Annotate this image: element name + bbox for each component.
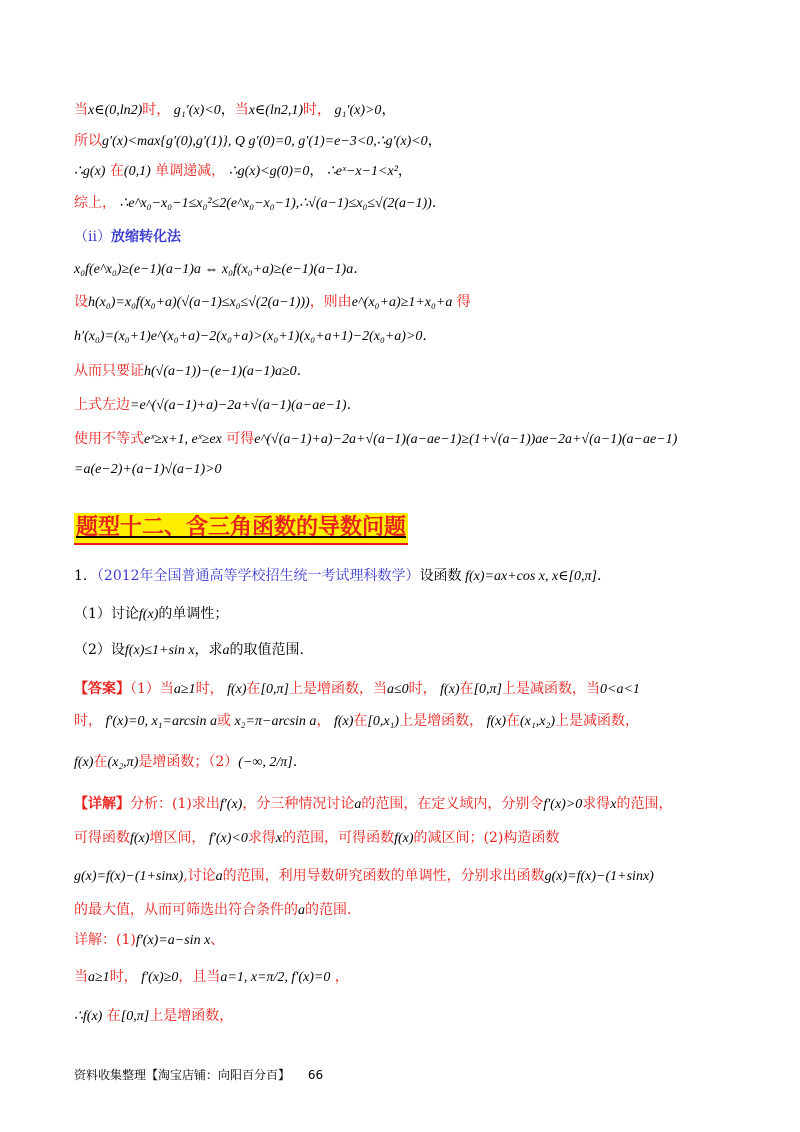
math-expression: f′(x) bbox=[219, 797, 243, 812]
text-line bbox=[74, 1006, 740, 1027]
math-expression: f′(x)=0, x₁=arcsin a bbox=[102, 714, 217, 729]
math-expression: [0,π] bbox=[120, 1009, 150, 1024]
text-line bbox=[74, 711, 740, 732]
math-expression: a bbox=[215, 869, 223, 884]
math-expression: ∴eˣ−x−1<x² bbox=[323, 164, 398, 179]
text-segment: 放缩转化法 bbox=[110, 229, 181, 245]
text-line bbox=[74, 259, 740, 280]
text-segment: 可得 bbox=[221, 431, 255, 447]
text-segment: 【详解】 bbox=[74, 796, 130, 812]
text-segment: 可得函数 bbox=[74, 830, 130, 846]
text-segment: 的范围，可得函数 bbox=[282, 830, 395, 846]
text-segment: . bbox=[353, 261, 358, 277]
math-expression: [0,x₁) bbox=[367, 714, 400, 729]
text-line bbox=[74, 566, 740, 587]
text-segment: 在 bbox=[102, 1008, 121, 1024]
text-segment: 【答案】 bbox=[74, 681, 130, 697]
text-segment: 得 bbox=[452, 294, 471, 310]
text-segment: 所以 bbox=[74, 133, 102, 149]
math-expression: x₀f(e^x₀)≥(e−1)(a−1)a ⇔ x₀f(x₀+a)≥(e−1)(a−1)a bbox=[74, 262, 354, 277]
text-segment: ，求 bbox=[194, 642, 223, 658]
math-expression: a≥1 bbox=[88, 970, 110, 985]
math-expression: f(x) bbox=[74, 755, 94, 770]
text-segment: 的最大值，从而可筛选出符合条件的 bbox=[74, 902, 298, 918]
math-expression: =a(e−2)+(a−1)√(a−1)>0 bbox=[74, 462, 222, 477]
text-segment: 时， bbox=[74, 713, 102, 729]
text-segment: ，则由 bbox=[309, 294, 352, 310]
math-expression: (0,1) bbox=[123, 164, 151, 179]
page-footer bbox=[74, 1066, 323, 1083]
text-segment: 的范围， bbox=[616, 796, 673, 812]
text-segment: 的减区间；(2)构造函数 bbox=[413, 830, 560, 846]
text-line bbox=[74, 395, 740, 416]
text-line bbox=[74, 161, 740, 182]
text-segment: ，分三种情况讨论 bbox=[242, 796, 355, 812]
text-segment: 在 bbox=[93, 754, 108, 770]
math-expression: ∴g(x)<g(0)=0 bbox=[225, 164, 310, 179]
math-expression: f(x)≤1+sin x bbox=[124, 643, 195, 658]
text-segment: （2012年全国普通高等学校招生统一考试理科数学） bbox=[96, 568, 420, 584]
math-expression: g₁′(x)>0 bbox=[331, 103, 382, 118]
math-expression: x∈(0,ln2) bbox=[88, 103, 143, 118]
math-expression: a bbox=[354, 797, 362, 812]
text-segment: 时， bbox=[408, 681, 437, 697]
text-segment: 时， bbox=[109, 969, 138, 985]
text-line bbox=[74, 361, 740, 382]
text-segment: 设 bbox=[74, 294, 88, 310]
footer-text: 资料收集整理【淘宝店铺：向阳百分百】 bbox=[74, 1068, 291, 1082]
text-segment: 的范围. bbox=[305, 902, 352, 918]
math-expression: (x₂,π) bbox=[107, 755, 139, 770]
text-line bbox=[74, 930, 740, 951]
text-segment: 详解：(1) bbox=[74, 932, 136, 948]
math-expression: e^(√(a−1)+a)−2a+√(a−1)(a−ae−1)≥(1+√(a−1))ae−2a+√(a−1)(a−ae−1) bbox=[254, 432, 678, 447]
text-segment: 时， bbox=[142, 102, 171, 118]
math-expression: f(x) bbox=[483, 714, 507, 729]
math-expression: x bbox=[275, 831, 283, 846]
text-segment: 或 bbox=[216, 713, 231, 729]
text-segment: 是增函数； bbox=[138, 754, 209, 770]
text-segment: ， bbox=[381, 102, 396, 118]
text-segment: （2）设 bbox=[74, 642, 125, 658]
text-line bbox=[74, 193, 740, 214]
text-line bbox=[74, 866, 740, 887]
math-expression: f′(x)=a−sin x bbox=[135, 933, 211, 948]
text-segment: 上是增函数， bbox=[399, 713, 484, 729]
math-expression: f(x) bbox=[130, 831, 150, 846]
math-expression: g(x)=f(x)−(1+sinx) bbox=[74, 869, 184, 884]
text-segment: . bbox=[596, 568, 602, 584]
text-segment: 当 bbox=[234, 102, 249, 118]
math-expression: a≤0 bbox=[386, 682, 409, 697]
text-segment: 时， bbox=[195, 681, 224, 697]
text-segment: （2） bbox=[208, 754, 239, 770]
text-segment: 上是减函数， bbox=[555, 713, 640, 729]
text-segment: 在 bbox=[105, 163, 124, 179]
text-segment: 的范围，在定义域内，分别令 bbox=[361, 796, 544, 812]
math-expression: ∴e^x₀−x₀−1≤x₀²≤2(e^x₀−x₀−1),∴√(a−1)≤x₀≤√(2(a−1)) bbox=[116, 196, 432, 211]
math-expression: x∈(ln2,1) bbox=[248, 103, 304, 118]
text-segment: 、 bbox=[210, 932, 225, 948]
text-segment: ， bbox=[397, 163, 412, 179]
text-line bbox=[74, 100, 740, 121]
text-segment: ， bbox=[309, 163, 324, 179]
text-segment: 上式左边 bbox=[74, 397, 130, 413]
text-segment: 当 bbox=[74, 969, 88, 985]
math-expression: h′(x₀)=(x₀+1)e^(x₀+a)−2(x₀+a)>(x₀+1)(x₀+a+1)−2(x₀+a)>0 bbox=[74, 329, 423, 344]
text-segment: （1）讨论 bbox=[74, 606, 139, 622]
text-line bbox=[74, 131, 740, 152]
text-line bbox=[74, 640, 740, 661]
text-line bbox=[74, 679, 740, 700]
text-segment: ,讨论 bbox=[183, 868, 216, 884]
text-line bbox=[74, 967, 740, 988]
text-segment: 综上， bbox=[74, 195, 116, 211]
text-segment: 单调递减， bbox=[150, 163, 226, 179]
text-line bbox=[74, 292, 740, 313]
text-segment: 求得 bbox=[582, 796, 611, 812]
text-line bbox=[74, 429, 740, 450]
math-expression: (−∞, 2/π] bbox=[238, 755, 293, 770]
math-expression: f(x) bbox=[138, 607, 159, 622]
text-line bbox=[74, 227, 740, 247]
math-expression: e^(x₀+a)≥1+x₀+a bbox=[351, 295, 453, 310]
text-segment: 上是增函数， bbox=[149, 1008, 234, 1024]
text-segment: . bbox=[431, 195, 437, 211]
text-line bbox=[74, 900, 740, 921]
text-segment: ， bbox=[330, 969, 349, 985]
text-line bbox=[74, 752, 740, 773]
math-expression: [0,π] bbox=[260, 682, 289, 697]
math-expression: eˣ≥x+1, eˣ≥ex bbox=[144, 432, 222, 447]
text-segment: 在 bbox=[353, 713, 368, 729]
text-segment: （ii） bbox=[74, 229, 111, 245]
text-segment: . bbox=[292, 754, 298, 770]
text-segment: （1）当 bbox=[130, 681, 174, 697]
page-number: 66 bbox=[307, 1068, 324, 1082]
text-segment: 的单调性； bbox=[158, 606, 229, 622]
text-segment: 时， bbox=[303, 102, 332, 118]
text-segment: 求得 bbox=[247, 830, 276, 846]
math-expression: ∴g(x) bbox=[74, 164, 106, 179]
text-segment: 当 bbox=[74, 102, 88, 118]
math-expression: ∴f(x) bbox=[74, 1009, 103, 1024]
text-line bbox=[74, 326, 740, 347]
text-segment: 的范围，利用导数研究函数的单调性，分别求出函数 bbox=[222, 868, 545, 884]
math-expression: f(x) bbox=[330, 714, 354, 729]
text-segment: . bbox=[422, 328, 427, 344]
text-segment: ， bbox=[220, 102, 235, 118]
text-segment: 设函数 bbox=[419, 568, 462, 584]
text-segment: 1． bbox=[74, 568, 97, 584]
math-expression: g₁′(x)<0 bbox=[170, 103, 221, 118]
text-segment: 上是增函数，当 bbox=[288, 681, 387, 697]
text-segment: 从而只要证 bbox=[74, 363, 144, 379]
section-heading: 题型十二、含三角函数的导数问题 bbox=[74, 513, 408, 545]
text-segment: ，且当 bbox=[178, 969, 221, 985]
math-expression: g(x)=f(x)−(1+sinx) bbox=[544, 869, 654, 884]
text-segment: ， bbox=[316, 713, 331, 729]
math-expression: h(√(a−1))−(e−1)(a−1)a≥0 bbox=[144, 364, 297, 379]
text-segment: 增区间， bbox=[149, 830, 206, 846]
math-expression: a=1, x=π/2, f′(x)=0 bbox=[220, 970, 331, 985]
math-expression: g′(x)<max{g′(0),g′(1)}, Q g′(0)=0, g′(1)=e−3<0,∴g′(x)<0 bbox=[102, 134, 428, 149]
math-expression: f′(x)≥0 bbox=[137, 970, 179, 985]
math-expression: (x₁,x₂) bbox=[520, 714, 556, 729]
text-segment: 的取值范围. bbox=[229, 642, 304, 658]
math-expression: f(x) bbox=[436, 682, 460, 697]
math-expression: 0<a<1 bbox=[600, 682, 640, 697]
math-expression: f(x) bbox=[394, 831, 414, 846]
text-segment: 在 bbox=[506, 713, 521, 729]
math-expression: a bbox=[298, 903, 305, 918]
text-segment: 在 bbox=[459, 681, 474, 697]
math-expression: =e^(√(a−1)+a)−2a+√(a−1)(a−ae−1) bbox=[130, 398, 347, 413]
text-line bbox=[74, 604, 740, 625]
math-expression: a bbox=[222, 643, 230, 658]
math-expression: x₂=π−arcsin a bbox=[230, 714, 317, 729]
text-segment: 分析：(1)求出 bbox=[130, 796, 220, 812]
text-segment: 在 bbox=[246, 681, 261, 697]
math-expression: f′(x)>0 bbox=[543, 797, 583, 812]
text-segment: 上是减函数，当 bbox=[502, 681, 601, 697]
math-expression: h(x₀)=x₀f(x₀+a)(√(a−1)≤x₀≤√(2(a−1))) bbox=[88, 295, 310, 310]
math-expression: x bbox=[610, 797, 617, 812]
text-line bbox=[74, 828, 740, 849]
text-segment: ， bbox=[427, 133, 442, 149]
math-expression: f′(x)<0 bbox=[205, 831, 248, 846]
text-line bbox=[74, 794, 740, 815]
math-expression: f(x) bbox=[223, 682, 247, 697]
text-segment: 使用不等式 bbox=[74, 431, 144, 447]
section-heading-wrap bbox=[74, 513, 408, 545]
math-expression: [0,π] bbox=[473, 682, 503, 697]
text-segment: . bbox=[296, 363, 302, 379]
text-line bbox=[74, 459, 740, 480]
math-expression: f(x)=ax+cos x, x∈[0,π] bbox=[461, 569, 597, 584]
math-expression: a≥1 bbox=[173, 682, 196, 697]
text-segment: . bbox=[346, 397, 352, 413]
